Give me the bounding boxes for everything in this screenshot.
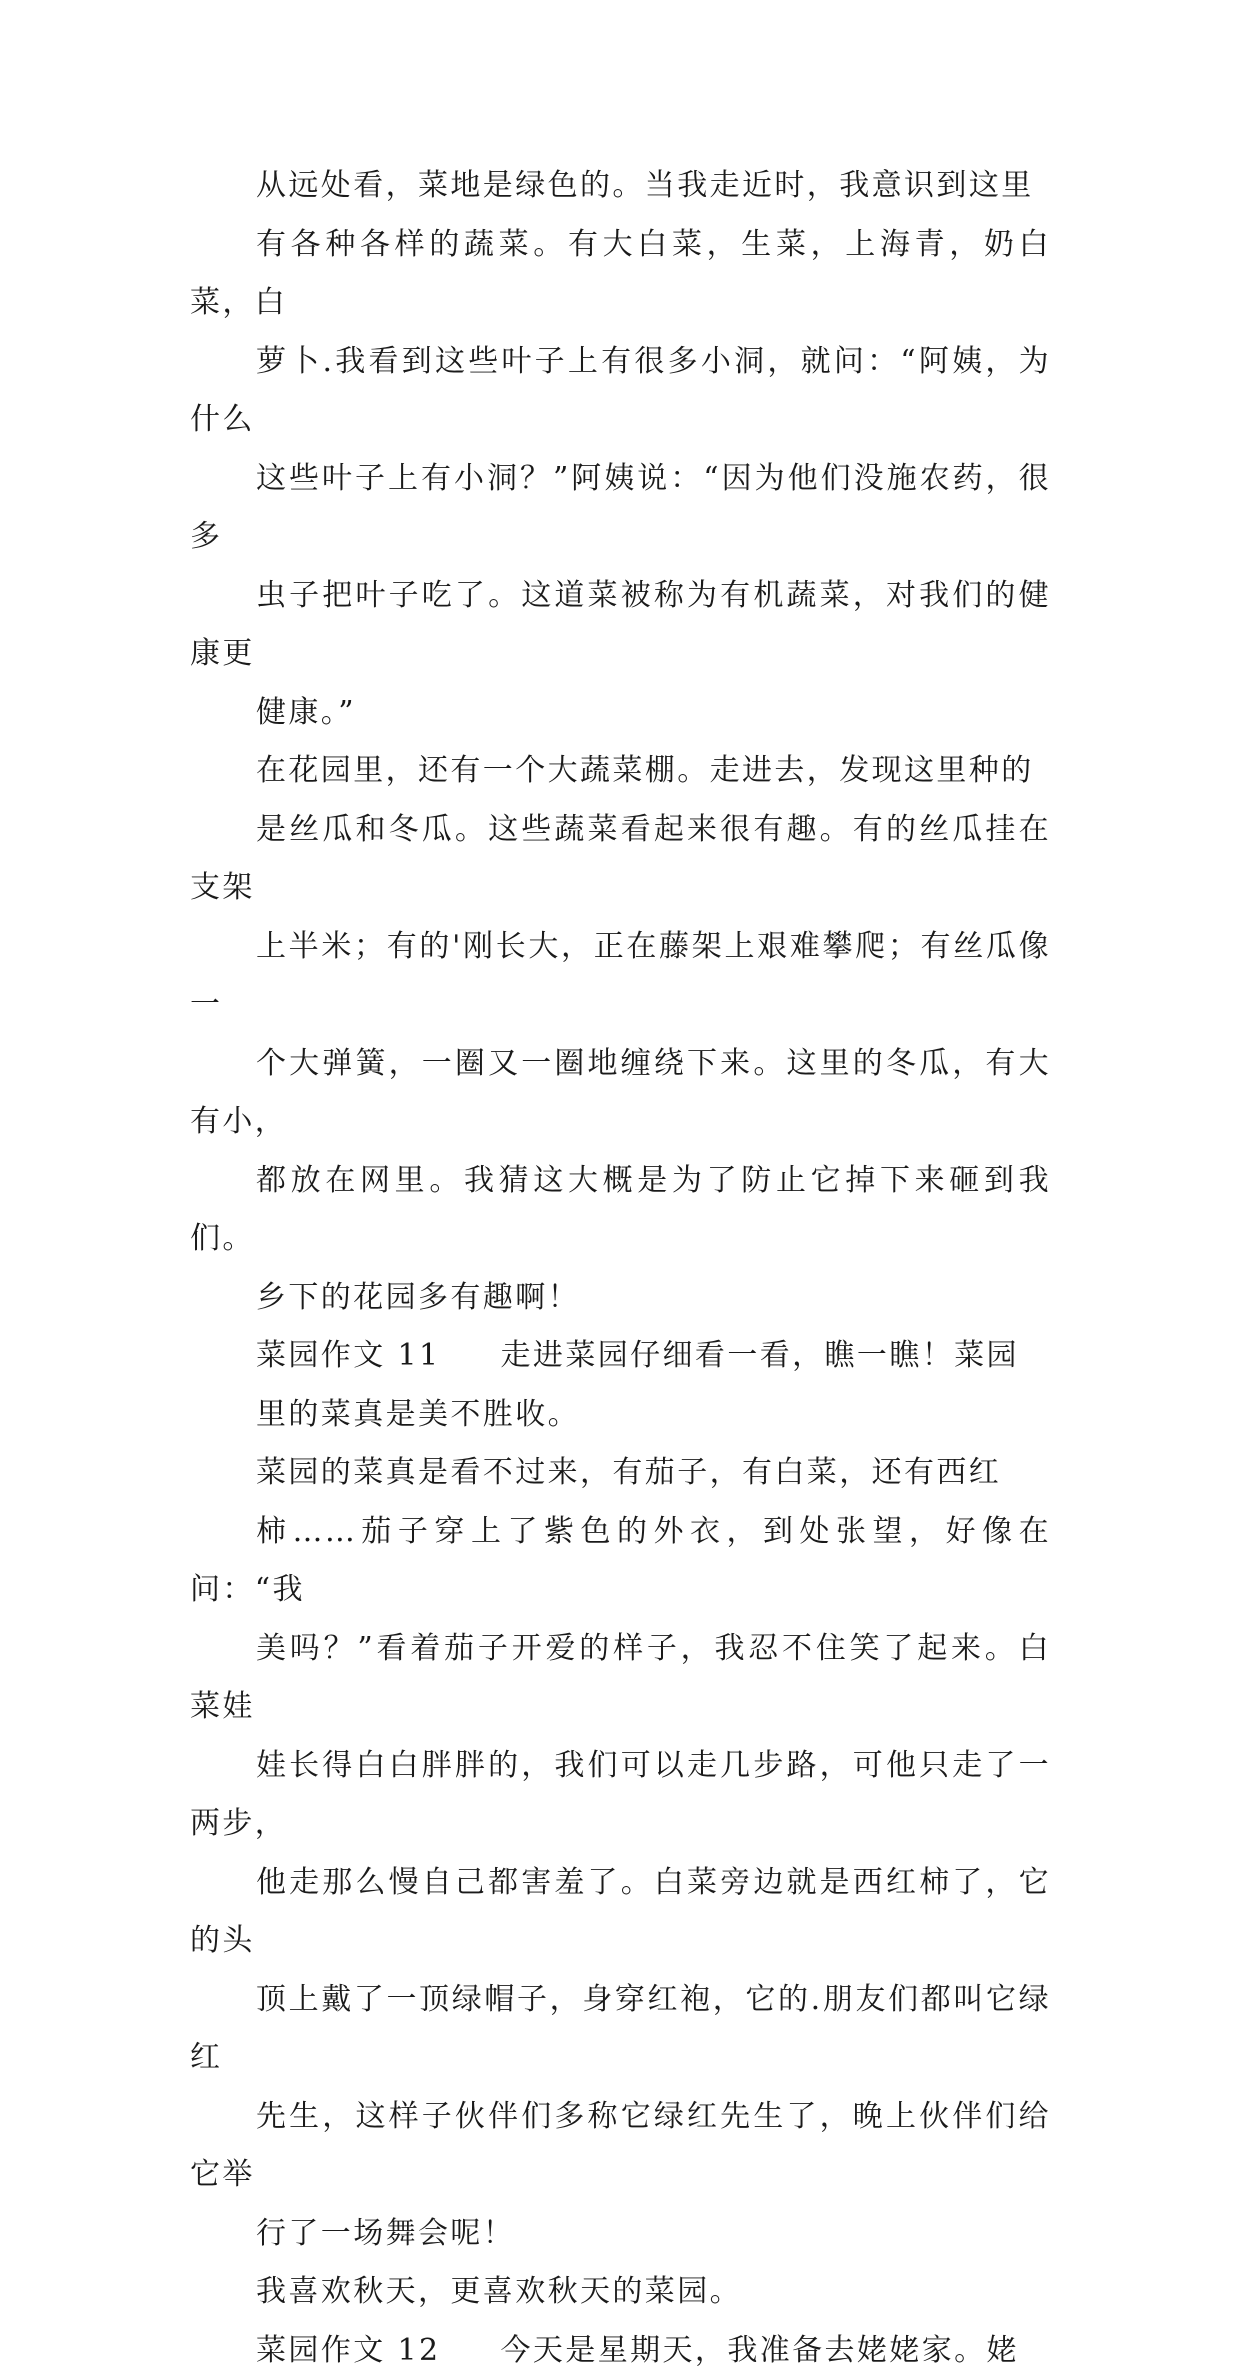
text-run: 走进菜园仔细看一看，瞧一瞧！菜园 bbox=[501, 1338, 1019, 1373]
text-line bbox=[190, 2322, 1051, 2380]
text-line: 都放在网里。我猜这大概是为了防止它掉下来砸到我们。 bbox=[190, 1152, 1051, 1269]
text-line: 健康。” bbox=[190, 684, 1051, 743]
text-line: 顶上戴了一顶绿帽子，身穿红袍，它的.朋友们都叫它绿红 bbox=[190, 1971, 1051, 2088]
text-line: 我喜欢秋天，更喜欢秋天的菜园。 bbox=[190, 2263, 1051, 2322]
text-line bbox=[190, 1327, 1051, 1386]
text-line: 个大弹簧，一圈又一圈地缠绕下来。这里的冬瓜，有大有小， bbox=[190, 1035, 1051, 1152]
text-line: 上半米；有的'刚长大，正在藤架上艰难攀爬；有丝瓜像一 bbox=[190, 918, 1051, 1035]
paragraph-essay-11-body bbox=[190, 1444, 1051, 2263]
essay-body bbox=[190, 157, 1051, 2380]
text-line: 行了一场舞会呢！ bbox=[190, 2205, 1051, 2264]
text-line: 乡下的花园多有趣啊！ bbox=[190, 1269, 1051, 1328]
text-run: 今天是星期天，我准备去姥姥家。姥 bbox=[501, 2333, 1019, 2368]
text-line: 在花园里，还有一个大蔬菜棚。走进去，发现这里种的 bbox=[190, 742, 1051, 801]
text-line: 柿……茄子穿上了紫色的外衣，到处张望，好像在问：“我 bbox=[190, 1503, 1051, 1620]
paragraph-essay-12-intro bbox=[190, 2322, 1051, 2380]
text-line: 里的菜真是美不胜收。 bbox=[190, 1386, 1051, 1445]
paragraph-essay-11-intro bbox=[190, 1327, 1051, 1444]
paragraph-conclusion bbox=[190, 1269, 1051, 1328]
text-line: 是丝瓜和冬瓜。这些蔬菜看起来很有趣。有的丝瓜挂在支架 bbox=[190, 801, 1051, 918]
text-line: 菜园的菜真是看不过来，有茄子，有白菜，还有西红 bbox=[190, 1444, 1051, 1503]
paragraph-vegetable-field bbox=[190, 157, 1051, 742]
text-line: 从远处看，菜地是绿色的。当我走近时，我意识到这里 bbox=[190, 157, 1051, 216]
text-line: 先生，这样子伙伴们多称它绿红先生了，晚上伙伴们给它举 bbox=[190, 2088, 1051, 2205]
essay-heading: 菜园作文 12 bbox=[256, 2333, 441, 2368]
text-line: 美吗？”看着茄子开爱的样子，我忍不住笑了起来。白菜娃 bbox=[190, 1620, 1051, 1737]
text-line: 萝卜.我看到这些叶子上有很多小洞，就问：“阿姨，为什么 bbox=[190, 333, 1051, 450]
paragraph-essay-11-closing bbox=[190, 2263, 1051, 2322]
paragraph-vegetable-shed bbox=[190, 742, 1051, 1269]
text-line: 娃长得白白胖胖的，我们可以走几步路，可他只走了一两步， bbox=[190, 1737, 1051, 1854]
essay-heading: 菜园作文 11 bbox=[256, 1338, 441, 1373]
text-line: 这些叶子上有小洞？”阿姨说：“因为他们没施农药，很多 bbox=[190, 450, 1051, 567]
text-line: 他走那么慢自己都害羞了。白菜旁边就是西红柿了，它的头 bbox=[190, 1854, 1051, 1971]
text-line: 有各种各样的蔬菜。有大白菜，生菜，上海青，奶白菜，白 bbox=[190, 216, 1051, 333]
text-line: 虫子把叶子吃了。这道菜被称为有机蔬菜，对我们的健康更 bbox=[190, 567, 1051, 684]
